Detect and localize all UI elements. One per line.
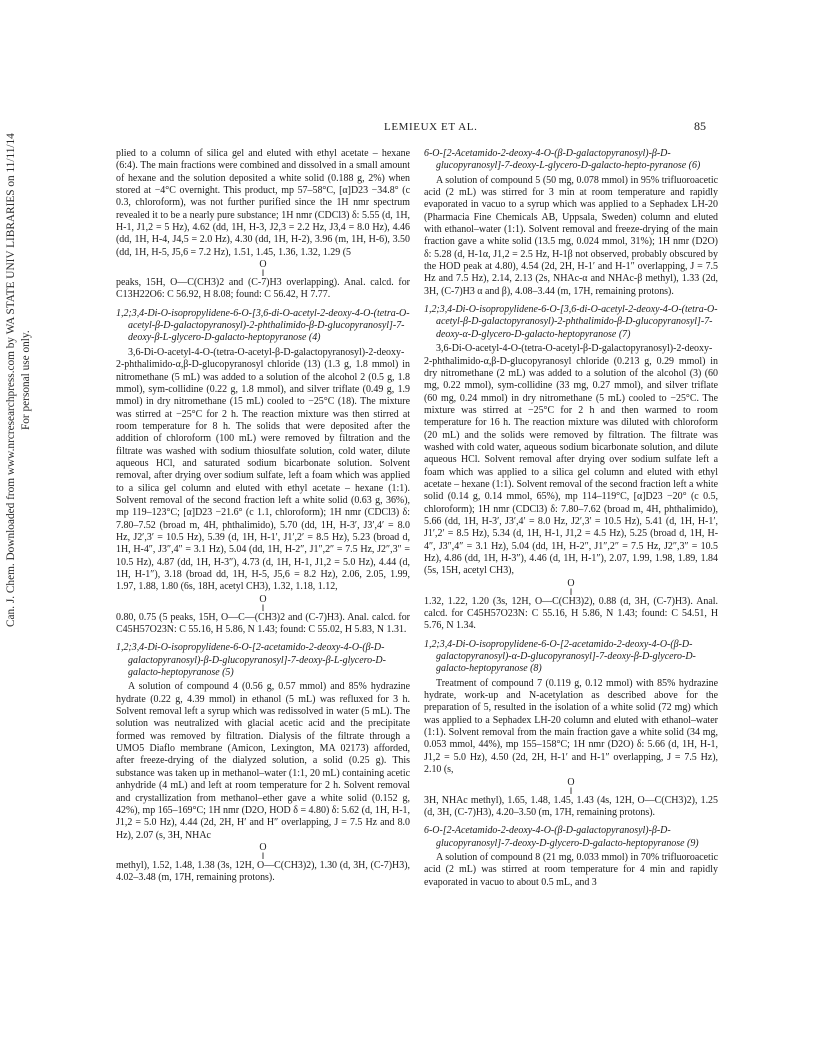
carbonyl-formula: O ‖ (567, 776, 575, 796)
paragraph: peaks, 15H, O—C(CH3)2 and (C-7)H3 overlapping). Anal. calcd. for C13H22O6: C 56.92, H 8.08; found: C 56.42, H 7.77. (116, 277, 410, 301)
paragraph: 3,6-Di-O-acetyl-4-O-(tetra-O-acetyl-β-D-galactopyranosyl)-2-deoxy-2-phthalimido-α,β-D-glucopyranosyl chloride (0.213 g, 0.29 mmol) in dry nitromethane (2 mL) was added to a solution of the alcohol (3) (60 mg, 0.22 mmol), sym-collidine (33 mg, 0.27 mmol), and silver triflate (60 mg, 0.24 mmol) in dry nitromethane (5 mL) cooled to −25°C. The mixture was stirred at −25°C for 2 h and then warmed to room temperature for 16 h. The reaction mixture was diluted with chloroform (20 mL) and the solids were removed by filtration. The filtrate was washed with cold water, aqueous sodium bicarbonate solution, and dilute aqueous HCl. Solvent removal after drying over sodium sulfate left a foam which was applied to a silica gel column and eluted with ethyl acetate – hexane (1:1). Solvent removal of the second fraction left a white solid (0.14 g, 0.14 mmol, 65%), mp 114–119°C, [α]D23 −20° (c 0.5, chloroform); 1H nmr (CDCl3) δ: 7.80–7.62 (broad m, 4H, phthalimido), 5.66 (dd, 1H, H-3′, J3′,4′ = 8.0 Hz, J2′,3′ = 10.5 Hz), 5.41 (d, 1H, H-1′, J1′,2′ = 8.5 Hz), 5.34 (d, 1H, H-1, J1,2 = 4.5 Hz), 5.25 (broad d, 1H, H-4″, J3″,4″ = 3.1 Hz), 5.04 (dd, 1H, H-2″, J1″,2″ = 7.5 Hz, J2″,3″ = 10.5 Hz), 4.86 (dd, 1H, H-3″), 4.46 (d, 1H, H-1″), 2.07, 1.99, 1.98, 1.89, 1.84 (5s, 15H, acetyl CH3), (424, 343, 718, 577)
carbonyl-formula: O ‖ (259, 259, 267, 279)
carbonyl-formula: O ‖ (259, 593, 267, 613)
compound-title: 6-O-[2-Acetamido-2-deoxy-4-O-(β-D-galactopyranosyl)-β-D-glucopyranosyl]-7-deoxy-D-glycero-D-galacto-heptopyranose (9) (424, 825, 699, 849)
paragraph: A solution of compound 4 (0.56 g, 0.57 mmol) and 85% hydrazine hydrate (0.22 g, 4.39 mmol) in ethanol (5 mL) was refluxed for 3 h. Solvent removal left a syrup which was redissolved in water (5 mL). The solution was neutralized with glacial acetic acid and the precipitate formed was removed by filtration. Dialysis of the filtrate through a UMO5 Diaflo membrane (Amicon, Lexington, MA 02173) afforded, after freeze-drying of the dialyzed solution, a solid (0.25 g). This substance was taken up in methanol–water (1:1, 20 mL) containing acetic anhydride (4 mL) and left at room temperature for 2 h. Solvent removal and crystallization from methanol–ether gave a white solid (0.152 g, 42%), mp 165–169°C; 1H nmr (D2O, HOD δ = 4.80) δ: 5.62 (d, 1H, H-1, J1,2 = 5.0 Hz), 4.44 (2d, 2H, H′ and H″ overlapping, J = 7.5 Hz and 8.0 Hz), 2.07 (s, 3H, NHAc (116, 681, 410, 841)
carbonyl-formula: O ‖ (259, 841, 267, 861)
paragraph: 3H, NHAc methyl), 1.65, 1.48, 1.45, 1.43 (4s, 12H, O—C(CH3)2), 1.25 (d, 3H, (C-7)H3), 4.20–3.50 (m, 17H, remaining protons). (424, 794, 718, 818)
right-column (424, 148, 718, 889)
paragraph: 3,6-Di-O-acetyl-4-O-(tetra-O-acetyl-β-D-galactopyranosyl)-2-deoxy-2-phthalimido-α,β-D-glucopyranosyl chloride (13) (1.3 g, 1.8 mmol) in nitromethane (5 mL) was added to a solution of the alcohol 2 (0.5 g, 1.8 mmol), sym-collidine (0.22 g, 1.8 mmol), and silver triflate (0.49 g, 1.9 mmol) in dry nitromethane (15 mL) cooled to −25°C (18). The mixture was stirred at −25°C for 2 h. The reaction mixture was then stirred at room temperature for 8 h. The solids that were deposited after the addition of chloroform (100 mL) were removed by filtration and the filtrate was washed with sodium thiosulfate solution, cold water, dilute aqueous HCl, and saturated sodium bicarbonate solution. Solvent removal, after drying over sodium sulfate, left a foam which was applied to a silica gel column and eluted with ethyl acetate – hexane (1:1). Solvent removal of the second fraction left a white solid (0.63 g, 36%), mp 119–123°C; [α]D23 −21.6° (c 1.1, chloroform); 1H nmr (CDCl3) δ: 7.80–7.52 (broad m, 4H, phthalimido), 5.70 (dd, 1H, H-3′, J3′,4′ = 8.0 Hz, J2′,3′ = 10.5 Hz), 5.39 (d, 1H, H-1′, J1′,2′ = 8.5 Hz), 5.23 (broad d, 1H, H-4″, J3″,4″ = 3.1 Hz), 5.04 (dd, 1H, H-2″, J1″,2″ = 7.5 Hz, J2″,3″ = 10.5 Hz), 4.87 (dd, 1H, H-3″), 4.73 (d, 1H, H-1, J1,2 = 5.0 Hz), 4.44 (d, 1H, H-1″), 3.18 (broad dd, 1H, H-5, J5,6 = 8.2 Hz), 2.06, 2.05, 1.99, 1.97, 1.88, 1.80 (6s, 18H, acetyl CH3), 1.32, 1.18, 1.12, (116, 346, 410, 593)
watermark-line-2: For personal use only. (20, 330, 32, 430)
watermark-line-1: Can. J. Chem. Downloaded from www.nrcresearchpress.com by WA STATE UNIV LIBRARIES on 11/11/14 (5, 133, 17, 627)
paragraph: Treatment of compound 7 (0.119 g, 0.12 mmol) with 85% hydrazine hydrate, work-up and N-acetylation as described above for the preparation of 5, resulted in the isolation of a white solid (72 mg) which was applied to a Sephadex LH-20 column and eluted with ethanol–water (1:1). Solvent removal from the main fraction gave a white solid (34 mg, 0.053 mmol, 44%), mp 155–158°C; 1H nmr (D2O) δ: 5.66 (d, 1H, H-1, J1,2 = 5.0 Hz), 4.50 (2d, 2H, H-1′ and H-1″ overlapping, J = 7.5 Hz), 2.10 (s, (424, 677, 718, 776)
paragraph: plied to a column of silica gel and eluted with ethyl acetate – hexane (6:4). The main fractions were combined and dissolved in a small amount of hexane and the solution deposited a white solid (0.188 g, 2%) when stored at −4°C overnight. This product, mp 57–58°C, [α]D23 −34.8° (c 0.3, chloroform), was not further purified since the 1H nmr spectrum revealed it to be a nearly pure substance; 1H nmr (CDCl3) δ: 5.55 (d, 1H, H-1, J1,2 = 5 Hz), 4.62 (dd, 1H, H-3, J2,3 = 2.2 Hz, J3,4 = 8.0 Hz), 4.46 (dd, 1H, H-4, J4,5 = 2.0 Hz), 4.30 (dd, 1H, H-2), 3.96 (m, 1H, H-6), 3.50 (dd, 1H, H-5, J5,6 = 7.2 Hz), 1.51, 1.45, 1.36, 1.32, 1.29 (5 (116, 148, 410, 258)
compound-title: 1,2;3,4-Di-O-isopropylidene-6-O-[3,6-di-O-acetyl-2-deoxy-4-O-(tetra-O-acetyl-β-D-galactopyranosyl)-2-phthalimido-β-D-glucopyranosyl]-7-deoxy-β-L-glycero-D-galacto-heptopyranose (4) (116, 307, 410, 344)
paragraph: A solution of compound 8 (21 mg, 0.033 mmol) in 70% trifluoroacetic acid (2 mL) was stirred at room temperature for 4 min and rapidly evaporated in vacuo to about 0.5 mL, and 3 (424, 851, 718, 888)
paragraph: 1.32, 1.22, 1.20 (3s, 12H, O—C(CH3)2), 0.88 (d, 3H, (C-7)H3). Anal. calcd. for C45H57O23N: C 55.16, H 5.86, N 1.43; found: C 54.51, H 5.76, N 1.34. (424, 595, 718, 632)
paragraph: 0.80, 0.75 (5 peaks, 15H, O—C—(CH3)2 and (C-7)H3). Anal. calcd. for C45H57O23N: C 55.16, H 5.86, N 1.43; found: C 55.02, H 5.83, N 1.31. (116, 611, 410, 636)
left-column (116, 148, 410, 885)
compound-title: 1,2;3,4-Di-O-isopropylidene-6-O-[2-acetamido-2-deoxy-4-O-(β-D-galactopyranosyl)-α-D-glucopyranosyl]-7-deoxy-β-D-glycero-D-galacto-heptopyranose (8) (424, 638, 696, 675)
running-head: LEMIEUX ET AL. (384, 121, 478, 133)
compound-title: 1,2;3,4-Di-O-isopropylidene-6-O-[3,6-di-O-acetyl-2-deoxy-4-O-(tetra-O-acetyl-β-D-galactopyranosyl)-2-phthalimido-β-D-glucopyranosyl]-7-deoxy-α-D-glycero-D-galacto-heptopyranose (7) (424, 304, 718, 340)
carbonyl-formula: O ‖ (567, 577, 575, 597)
paragraph: A solution of compound 5 (50 mg, 0.078 mmol) in 95% trifluoroacetic acid (2 mL) was stirred for 3 min at room temperature and rapidly evaporated in vacuo to a syrup which was applied to a Sephadex LH-20 (Pharmacia Fine Chemicals AB, Uppsala, Sweden) column and eluted with ethanol–water (1:1). Solvent removal and freeze-drying of the main fraction gave a white solid (13.5 mg, 0.024 mmol, 31%); 1H nmr (D2O) δ: 5.28 (d, H-1α, J1,2 = 2.5 Hz, H-1β not observed, probably obscured by the HOD peak at 4.80), 4.54 (2d, 2H, H-1′ and H-1″ overlapping, J = 7.5 Hz and 7.5 Hz), 2.14, 2.13 (2s, NHAc-α and NHAc-β methyl), 1.33 (2d, 3H, (C-7)H3 α and β), 4.08–3.44 (m, 17H, remaining protons). (424, 174, 718, 297)
compound-title: 6-O-[2-Acetamido-2-deoxy-4-O-(β-D-galactopyranosyl)-β-D-glucopyranosyl]-7-deoxy-L-glycero-D-galacto-hepto-pyranose (6) (424, 148, 701, 172)
page-number: 85 (694, 119, 706, 133)
compound-title: 1,2;3,4-Di-O-isopropylidene-6-O-[2-acetamido-2-deoxy-4-O-(β-D-galactopyranosyl)-β-D-glucopyranosyl]-7-deoxy-β-L-glycero-D-galacto-heptopyranose (5) (116, 642, 386, 679)
download-watermark (4, 20, 40, 740)
paragraph: methyl), 1.52, 1.48, 1.38 (3s, 12H, O—C(CH3)2), 1.30 (d, 3H, (C-7)H3), 4.02–3.48 (m, 17H, remaining protons). (116, 859, 410, 884)
